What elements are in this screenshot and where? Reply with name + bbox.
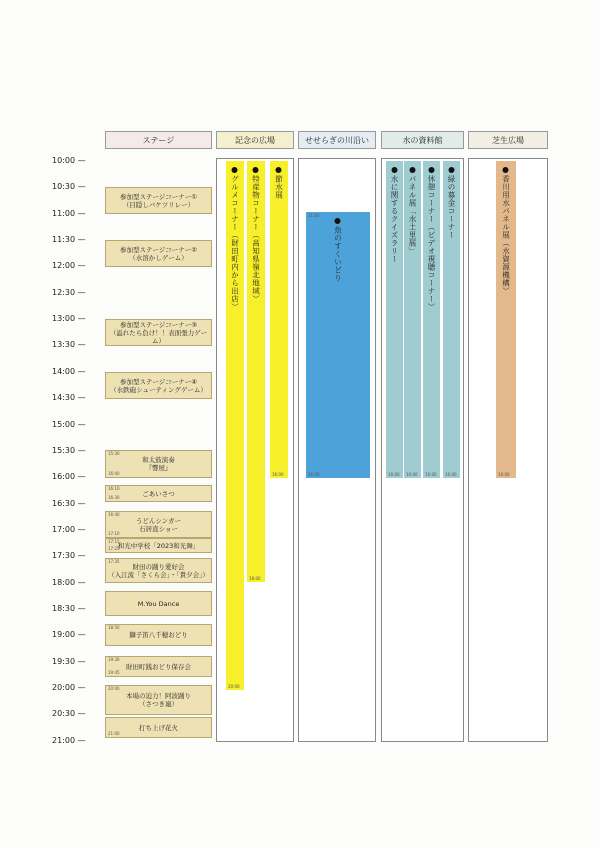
event-label: 休憩コーナー（ビデオ視聴コーナー） xyxy=(426,167,437,311)
time-label: 14:30 — xyxy=(52,393,86,403)
stage-event xyxy=(105,319,212,346)
end-time: 17:25 xyxy=(108,546,120,551)
end-time: 16:00 xyxy=(498,472,510,477)
ev-subtitle: （さつき連） xyxy=(139,700,178,708)
time-label: 19:30 — xyxy=(52,656,86,666)
event-label: 水に関するクイズラリー xyxy=(389,167,400,263)
time-label: 18:00 — xyxy=(52,577,86,587)
time-label: 19:00 — xyxy=(52,630,86,640)
bullet-icon xyxy=(503,167,509,173)
stage-event xyxy=(105,485,212,502)
ev-subtitle: （水鉄砲シューティングゲーム） xyxy=(110,385,207,394)
end-time: 16:00 xyxy=(445,472,457,477)
header-shiryokan: 水の資料館 xyxy=(381,131,464,149)
event-bar xyxy=(386,161,403,478)
bullet-icon xyxy=(391,167,397,173)
event-bar xyxy=(306,212,370,478)
header-seseragi: せせらぎの川沿い xyxy=(298,131,376,149)
bullet-icon xyxy=(409,167,415,173)
ev-subtitle: （目隠しバケツリレー） xyxy=(122,200,195,209)
time-label: 16:30 — xyxy=(52,498,86,508)
end-time: 17:10 xyxy=(108,531,120,536)
time-label: 17:00 — xyxy=(52,524,86,534)
ev-title: 和太鼓演奏 xyxy=(142,456,175,464)
time-label: 21:00 — xyxy=(52,735,86,745)
stage-event xyxy=(105,372,212,399)
event-bar xyxy=(226,161,244,690)
end-time: 16:30 xyxy=(108,495,120,500)
bullet-icon xyxy=(335,218,341,224)
event-bar xyxy=(270,161,288,478)
event-label: 魚のすくいどり xyxy=(333,218,344,282)
header-shibafu: 芝生広場 xyxy=(468,131,548,149)
start-time: 17:35 xyxy=(108,559,120,564)
stage-event xyxy=(105,656,212,677)
start-time: 15:30 xyxy=(108,451,120,456)
ev-title: 打ち上げ花火 xyxy=(139,723,178,732)
start-time: 17:15 xyxy=(108,539,120,544)
time-label: 18:30 — xyxy=(52,603,86,613)
stage-event xyxy=(105,538,212,553)
bullet-icon xyxy=(232,167,238,173)
end-time: 16:00 xyxy=(406,472,418,477)
time-label: 12:30 — xyxy=(52,287,86,297)
ev-title: ごあいさつ xyxy=(142,489,175,498)
stage-event xyxy=(105,450,212,478)
ev-title: 参加型ステージコーナー③ xyxy=(119,320,198,329)
start-time: 20:00 xyxy=(108,686,120,691)
time-label: 16:00 — xyxy=(52,472,86,482)
end-time: 16:00 xyxy=(108,471,120,476)
ev-title: 財田町銭おどり保存会 xyxy=(126,662,191,671)
time-label: 10:30 — xyxy=(52,182,86,192)
ev-title: 参加型ステージコーナー④ xyxy=(119,377,198,386)
event-bar xyxy=(496,161,516,478)
ev-title: M.You Dance xyxy=(137,599,180,608)
ev-subtitle: （溢れたら負け！！表面張力ゲーム） xyxy=(109,328,208,345)
time-label: 15:30 — xyxy=(52,445,86,455)
bullet-icon xyxy=(253,167,259,173)
event-label: 香川用水パネル展（水資源機構） xyxy=(501,167,512,295)
bullet-icon xyxy=(428,167,434,173)
header-kinen: 記念の広場 xyxy=(216,131,294,149)
ev-title: 財田の踊り愛好会 xyxy=(132,562,185,571)
time-label: 14:00 — xyxy=(52,366,86,376)
end-time: 16:00 xyxy=(388,472,400,477)
time-label: 13:30 — xyxy=(52,340,86,350)
stage-event xyxy=(105,624,212,646)
time-label: 11:00 — xyxy=(52,208,86,218)
ev-title: 参加型ステージコーナー② xyxy=(119,245,198,254)
time-label: 12:00 — xyxy=(52,261,86,271)
stage-event xyxy=(105,591,212,616)
end-time: 21:00 xyxy=(108,731,120,736)
start-time: 16:10 xyxy=(108,486,120,491)
event-label: グルメコーナー（財田町内から出店） xyxy=(230,167,241,311)
event-label: 節水展 xyxy=(274,167,285,199)
ev-title: 獅子笛八千穂おどり xyxy=(129,631,188,639)
ev-subtitle: 石居直ショー xyxy=(139,524,178,533)
ev-subtitle: 『響屋』 xyxy=(145,464,172,472)
header-stage: ステージ xyxy=(105,131,212,149)
time-label: 13:00 — xyxy=(52,314,86,324)
time-label: 10:00 — xyxy=(52,156,86,165)
event-label: 特産物コーナー（高知県嶺北地域） xyxy=(251,167,262,303)
time-label: 20:30 — xyxy=(52,709,86,719)
stage-event xyxy=(105,511,212,538)
ev-subtitle: （入江流「さくら会」・「貴夕会」） xyxy=(108,570,209,579)
start-time: 11:00 xyxy=(308,213,320,218)
ev-title: 参加型ステージコーナー① xyxy=(119,192,198,201)
event-bar xyxy=(443,161,460,478)
end-time: 16:00 xyxy=(308,472,320,477)
time-label: 11:30 — xyxy=(52,235,86,245)
stage-event xyxy=(105,685,212,715)
time-label: 20:00 — xyxy=(52,683,86,692)
ev-subtitle: （水溶かしゲーム） xyxy=(129,253,188,262)
ev-title: 和光中学校「2023和光舞」 xyxy=(117,541,200,550)
event-bar xyxy=(423,161,440,478)
start-time: 19:30 xyxy=(108,657,120,662)
stage-event xyxy=(105,240,212,267)
end-time: 16:00 xyxy=(425,472,437,477)
time-label: 15:00 — xyxy=(52,419,86,429)
stage-event xyxy=(105,558,212,583)
bullet-icon xyxy=(276,167,282,173)
time-label: 17:30 — xyxy=(52,551,86,561)
ev-title: うどんシンガー xyxy=(135,516,182,525)
event-bar xyxy=(247,161,265,582)
bullet-icon xyxy=(448,167,454,173)
stage-event xyxy=(105,187,212,214)
end-time: 18:00 xyxy=(249,576,261,581)
end-time: 16:00 xyxy=(272,472,284,477)
event-label: パネル展「水土里展」 xyxy=(407,167,418,255)
ev-title: 本場の迫力！阿波踊り xyxy=(126,692,191,700)
start-time: 16:40 xyxy=(108,512,120,517)
event-bar xyxy=(404,161,421,478)
stage-event xyxy=(105,717,212,738)
end-time: 20:00 xyxy=(228,684,240,689)
start-time: 18:50 xyxy=(108,625,120,630)
event-label: 緑の募金コーナー xyxy=(446,167,457,239)
end-time: 19:45 xyxy=(108,670,120,675)
